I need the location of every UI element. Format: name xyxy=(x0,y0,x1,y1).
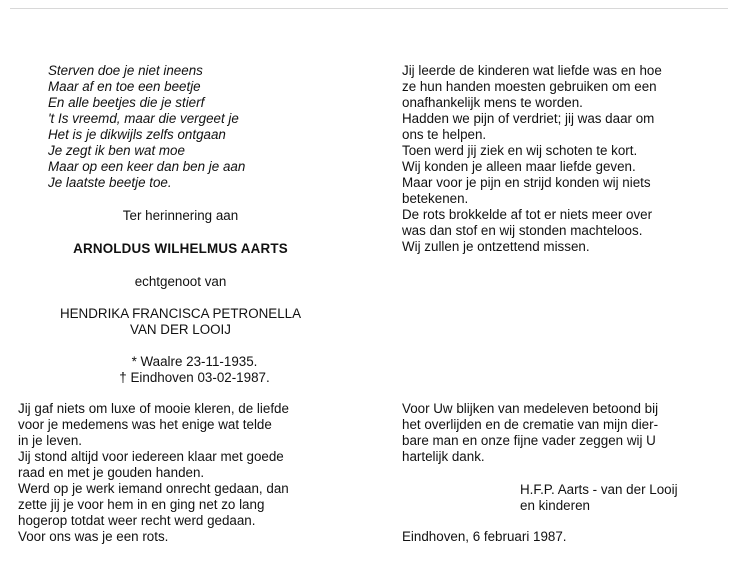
right-tribute-text xyxy=(402,63,662,255)
top-edge-line xyxy=(10,8,728,9)
thanks-text xyxy=(402,401,658,465)
signature-line: H.F.P. Aarts - van der Looij xyxy=(520,482,678,497)
text-line: Wij zullen je ontzettend missen. xyxy=(402,239,590,254)
text-line: voor je medemens was het enige wat telde xyxy=(18,417,272,432)
spouse-name-line1: HENDRIKA FRANCISCA PETRONELLA xyxy=(59,306,302,321)
birth-line: * Waalre 23-11-1935. xyxy=(131,354,258,369)
deceased-name: ARNOLDUS WILHELMUS AARTS xyxy=(73,241,288,256)
text-line: Hadden we pijn of verdriet; jij was daar om xyxy=(402,111,655,126)
spouse-name-line2: VAN DER LOOIJ xyxy=(130,322,231,337)
poem-line: En alle beetjes die je stierf xyxy=(48,95,205,110)
text-line: Jij stond altijd voor iedereen klaar met goede xyxy=(18,449,284,464)
poem-line: 't Is vreemd, maar die vergeet je xyxy=(48,111,239,126)
poem-line: Het is je dikwijls zelfs ontgaan xyxy=(48,127,226,142)
text-line: hartelijk dank. xyxy=(402,449,485,464)
text-line: betekenen. xyxy=(402,191,469,206)
poem-line: Je zegt ik ben wat moe xyxy=(48,143,185,158)
text-line: was dan stof en wij stonden machteloos. xyxy=(402,223,643,238)
text-line: raad en met je gouden handen. xyxy=(18,465,205,480)
poem-line: Maar af en toe een beetje xyxy=(48,79,201,94)
text-line: in je leven. xyxy=(18,433,83,448)
text-line: onafhankelijk mens te worden. xyxy=(402,95,583,110)
signature xyxy=(520,482,678,514)
text-line: zette jij je voor hem in en ging net zo lang xyxy=(18,497,265,512)
place-date: Eindhoven, 6 februari 1987. xyxy=(402,529,567,544)
poem-line: Je laatste beetje toe. xyxy=(48,175,172,190)
spouse-intro: echtgenoot van xyxy=(134,274,227,289)
text-line: ze hun handen moesten gebruiken om een xyxy=(402,79,657,94)
poem-line: Sterven doe je niet ineens xyxy=(48,63,203,78)
text-line: bare man en onze fijne vader zeggen wij U xyxy=(402,433,656,448)
text-line: Voor Uw blijken van medeleven betoond bij xyxy=(402,401,659,416)
text-line: het overlijden en de crematie van mijn dier- xyxy=(402,417,659,432)
death-line: † Eindhoven 03-02-1987. xyxy=(119,370,270,385)
text-line: De rots brokkelde af tot er niets meer over xyxy=(402,207,653,222)
signature-line: en kinderen xyxy=(520,498,590,513)
text-line: Jij gaf niets om luxe of mooie kleren, de liefde xyxy=(18,401,289,416)
memorial-intro: Ter herinnering aan xyxy=(122,208,239,223)
text-line: Toen werd jij ziek en wij schoten te kort. xyxy=(402,143,638,158)
text-line: Jij leerde de kinderen wat liefde was en hoe xyxy=(402,63,662,78)
text-line: Maar voor je pijn en strijd konden wij niets xyxy=(402,175,651,190)
text-line: Wij konden je alleen maar liefde geven. xyxy=(402,159,636,174)
text-line: Werd op je werk iemand onrecht gedaan, dan xyxy=(18,481,289,496)
poem-line: Maar op een keer dan ben je aan xyxy=(48,159,246,174)
text-line: hogerop totdat weer recht werd gedaan. xyxy=(18,513,256,528)
text-line: Voor ons was je een rots. xyxy=(18,529,169,544)
poem xyxy=(48,63,245,191)
left-tribute-text xyxy=(18,401,289,545)
text-line: ons te helpen. xyxy=(402,127,487,142)
